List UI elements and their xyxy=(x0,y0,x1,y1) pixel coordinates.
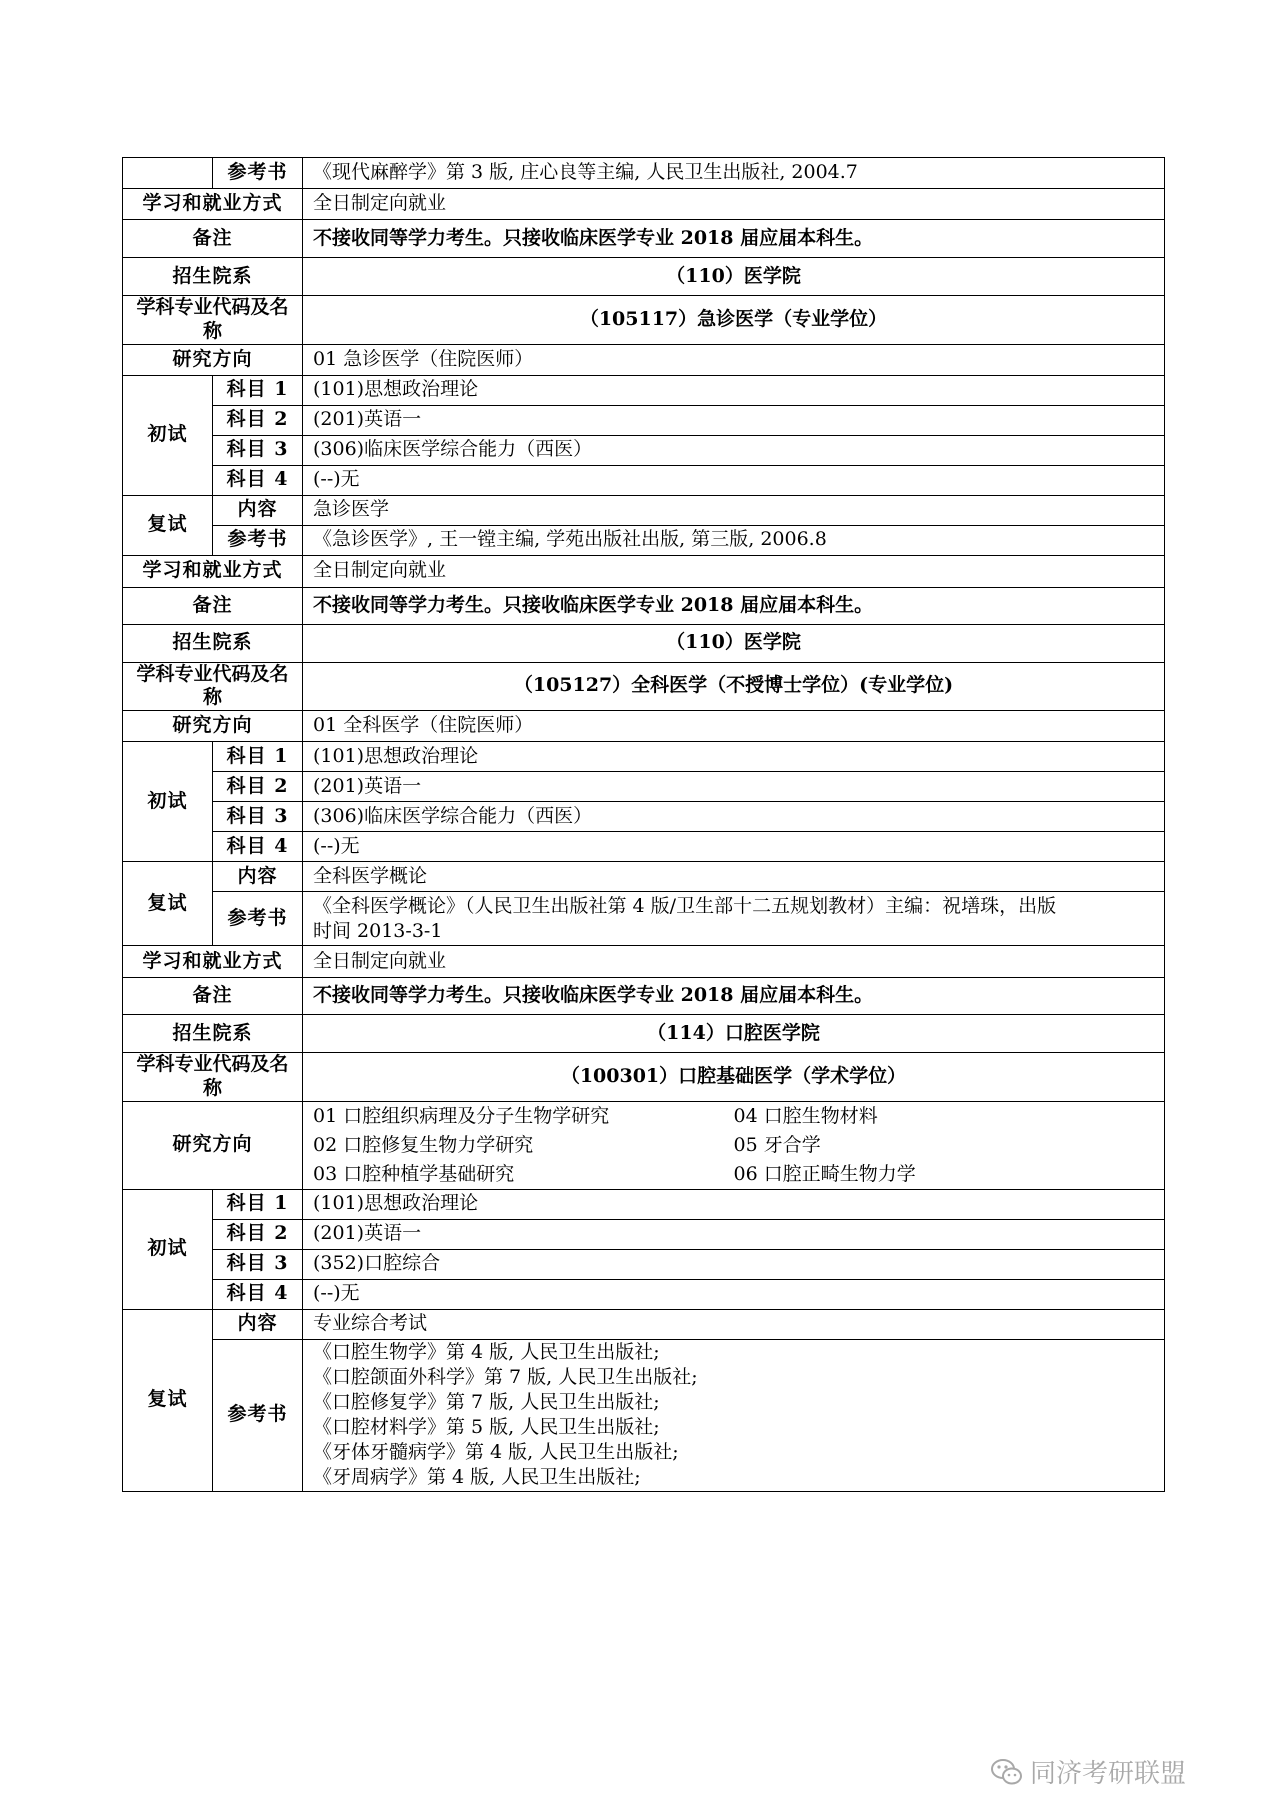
subject-label: 科目 2 xyxy=(213,1219,303,1249)
subject-value: (201)英语一 xyxy=(303,772,1165,802)
retest-books-row xyxy=(123,892,1165,946)
direction-label: 研究方向 xyxy=(123,344,303,375)
subject-label: 科目 1 xyxy=(213,1189,303,1219)
initial-row xyxy=(123,375,1165,405)
direction-label: 研究方向 xyxy=(123,711,303,742)
subject-value: (101)思想政治理论 xyxy=(303,375,1165,405)
subject-value: (201)英语一 xyxy=(303,1219,1165,1249)
department-row xyxy=(123,1015,1165,1053)
subject-label: 科目 2 xyxy=(213,772,303,802)
department-row xyxy=(123,624,1165,662)
subject-value: (101)思想政治理论 xyxy=(303,742,1165,772)
initial-row xyxy=(123,772,1165,802)
initial-row xyxy=(123,1279,1165,1309)
major-row xyxy=(123,1053,1165,1102)
content-label: 内容 xyxy=(213,862,303,892)
study-mode-value: 全日制定向就业 xyxy=(303,555,1165,587)
department-value: （110）医学院 xyxy=(303,258,1165,296)
books-value xyxy=(303,1339,1165,1491)
initial-row xyxy=(123,1249,1165,1279)
major-row xyxy=(123,296,1165,345)
initial-label: 初试 xyxy=(123,375,213,495)
retest-content-row xyxy=(123,1309,1165,1339)
text-line: 《口腔颌面外科学》第 7 版, 人民卫生出版社; xyxy=(313,1366,698,1388)
text-line: 《口腔材料学》第 5 版, 人民卫生出版社; xyxy=(313,1416,660,1438)
remark-row xyxy=(123,587,1165,624)
department-label: 招生院系 xyxy=(123,258,303,296)
direction-row xyxy=(123,1101,1165,1189)
retest-books-row xyxy=(123,1339,1165,1491)
left-spacer xyxy=(123,158,213,189)
text-line: 《口腔修复学》第 7 版, 人民卫生出版社; xyxy=(313,1391,660,1413)
study-mode-value: 全日制定向就业 xyxy=(303,946,1165,978)
text-line: 06 口腔正畸生物力学 xyxy=(733,1162,916,1185)
initial-label: 初试 xyxy=(123,742,213,862)
subject-value: (306)临床医学综合能力（西医） xyxy=(303,435,1165,465)
row-label: 备注 xyxy=(123,220,303,258)
row-label: 学习和就业方式 xyxy=(123,189,303,220)
text-line: 《牙体牙髓病学》第 4 版, 人民卫生出版社; xyxy=(313,1441,679,1463)
major-row xyxy=(123,662,1165,711)
retest-label: 复试 xyxy=(123,1309,213,1491)
subject-label: 科目 4 xyxy=(213,465,303,495)
study-mode-row xyxy=(123,946,1165,978)
direction-value: 01 全科医学（住院医师） xyxy=(303,711,1165,742)
content-label: 内容 xyxy=(213,495,303,525)
major-value: （105127）全科医学（不授博士学位）(专业学位) xyxy=(303,662,1165,711)
books-label: 参考书 xyxy=(213,158,303,189)
text-line: 04 口腔生物材料 xyxy=(733,1104,878,1127)
study-mode-label: 学习和就业方式 xyxy=(123,555,303,587)
direction-value xyxy=(303,1101,1165,1189)
books-label: 参考书 xyxy=(213,525,303,555)
department-value: （114）口腔医学院 xyxy=(303,1015,1165,1053)
study-mode-label: 学习和就业方式 xyxy=(123,946,303,978)
books-value: 《急诊医学》, 王一镗主编, 学苑出版社出版, 第三版, 2006.8 xyxy=(303,525,1165,555)
initial-row xyxy=(123,465,1165,495)
direction-columns xyxy=(313,1102,1154,1189)
initial-row xyxy=(123,1189,1165,1219)
subject-value: (101)思想政治理论 xyxy=(303,1189,1165,1219)
direction-row xyxy=(123,711,1165,742)
remark-value: 不接收同等学力考生。只接收临床医学专业 2018 届应届本科生。 xyxy=(303,978,1165,1015)
major-label: 学科专业代码及名称 xyxy=(123,662,303,711)
department-value: （110）医学院 xyxy=(303,624,1165,662)
direction-row xyxy=(123,344,1165,375)
text-line: 05 牙合学 xyxy=(733,1133,821,1156)
content-value: 急诊医学 xyxy=(303,495,1165,525)
remark-label: 备注 xyxy=(123,978,303,1015)
subject-label: 科目 3 xyxy=(213,802,303,832)
table-row xyxy=(123,158,1165,189)
admission-table xyxy=(122,157,1165,1492)
remark-value: 不接收同等学力考生。只接收临床医学专业 2018 届应届本科生。 xyxy=(303,587,1165,624)
initial-row xyxy=(123,435,1165,465)
text-line: 时间 2013-3-1 xyxy=(313,919,443,942)
initial-row xyxy=(123,832,1165,862)
text-line: 《牙周病学》第 4 版, 人民卫生出版社; xyxy=(313,1466,641,1488)
subject-label: 科目 4 xyxy=(213,1279,303,1309)
direction-right-column xyxy=(734,1102,1155,1189)
row-value: 不接收同等学力考生。只接收临床医学专业 2018 届应届本科生。 xyxy=(303,220,1165,258)
row-value: 《现代麻醉学》第 3 版, 庄心良等主编, 人民卫生出版社, 2004.7 xyxy=(303,158,1165,189)
major-value: （105117）急诊医学（专业学位） xyxy=(303,296,1165,345)
text-line: 《口腔生物学》第 4 版, 人民卫生出版社; xyxy=(313,1341,660,1363)
direction-label: 研究方向 xyxy=(123,1101,303,1189)
direction-left-column xyxy=(313,1102,734,1189)
subject-label: 科目 3 xyxy=(213,1249,303,1279)
subject-value: (306)临床医学综合能力（西医） xyxy=(303,802,1165,832)
content-value: 专业综合考试 xyxy=(303,1309,1165,1339)
subject-value: (--)无 xyxy=(303,1279,1165,1309)
subject-value: (352)口腔综合 xyxy=(303,1249,1165,1279)
initial-row xyxy=(123,742,1165,772)
retest-books-row xyxy=(123,525,1165,555)
row-value: 全日制定向就业 xyxy=(303,189,1165,220)
retest-content-row xyxy=(123,862,1165,892)
department-label: 招生院系 xyxy=(123,624,303,662)
retest-label: 复试 xyxy=(123,862,213,946)
subject-label: 科目 4 xyxy=(213,832,303,862)
remark-label: 备注 xyxy=(123,587,303,624)
subject-label: 科目 1 xyxy=(213,742,303,772)
initial-row xyxy=(123,405,1165,435)
wechat-icon xyxy=(990,1757,1024,1787)
study-mode-row xyxy=(123,555,1165,587)
table-row xyxy=(123,189,1165,220)
books-label: 参考书 xyxy=(213,1339,303,1491)
table-row xyxy=(123,220,1165,258)
direction-value: 01 急诊医学（住院医师） xyxy=(303,344,1165,375)
major-label: 学科专业代码及名称 xyxy=(123,1053,303,1102)
content-value: 全科医学概论 xyxy=(303,862,1165,892)
books-label: 参考书 xyxy=(213,892,303,946)
text-line: 02 口腔修复生物力学研究 xyxy=(313,1133,534,1156)
text-line: 03 口腔种植学基础研究 xyxy=(313,1162,515,1185)
subject-value: (--)无 xyxy=(303,465,1165,495)
subject-label: 科目 1 xyxy=(213,375,303,405)
initial-row xyxy=(123,802,1165,832)
text-line: 《全科医学概论》（人民卫生出版社第 4 版/卫生部十二五规划教材）主编：祝墡珠，出版 xyxy=(313,894,1057,917)
text-line: 01 口腔组织病理及分子生物学研究 xyxy=(313,1104,610,1127)
initial-row xyxy=(123,1219,1165,1249)
watermark xyxy=(990,1753,1186,1790)
subject-value: (--)无 xyxy=(303,832,1165,862)
remark-row xyxy=(123,978,1165,1015)
major-value: （100301）口腔基础医学（学术学位） xyxy=(303,1053,1165,1102)
subject-label: 科目 3 xyxy=(213,435,303,465)
department-label: 招生院系 xyxy=(123,1015,303,1053)
retest-label: 复试 xyxy=(123,495,213,555)
subject-value: (201)英语一 xyxy=(303,405,1165,435)
content-label: 内容 xyxy=(213,1309,303,1339)
major-label: 学科专业代码及名称 xyxy=(123,296,303,345)
watermark-text: 同济考研联盟 xyxy=(1030,1759,1187,1789)
subject-label: 科目 2 xyxy=(213,405,303,435)
retest-content-row xyxy=(123,495,1165,525)
department-row xyxy=(123,258,1165,296)
initial-label: 初试 xyxy=(123,1189,213,1309)
books-value xyxy=(303,892,1165,946)
